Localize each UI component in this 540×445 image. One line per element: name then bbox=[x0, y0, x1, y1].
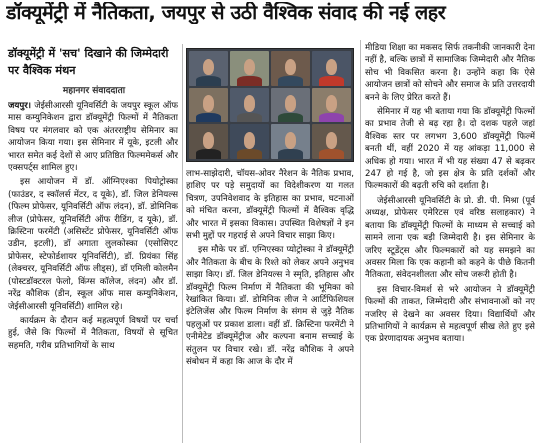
article-column-3 bbox=[365, 42, 535, 443]
participant-tile bbox=[271, 88, 310, 123]
participant-shoulders bbox=[278, 113, 303, 123]
article-column-2 bbox=[186, 168, 354, 443]
participant-face bbox=[326, 59, 338, 76]
paragraph: इस विचार-विमर्श से भरे आयोजन ने डॉक्यूमेंट्री फिल्मों की ताकत, जिम्मेदारी और संभावनाओं को नए नजरिए से देखने का अवसर दिया। विद्यार्थियों और प्रतिभागियों ने कार्यक्रम से महत्वपूर्ण सीख लेते हुए इसे एक प्रेरणादायक अनुभव बताया। bbox=[365, 284, 535, 345]
dateline: जयपुर। bbox=[8, 101, 32, 111]
participant-tile bbox=[230, 124, 269, 159]
participant-tile bbox=[312, 124, 351, 159]
participant-shoulders bbox=[278, 149, 303, 159]
paragraph: सेमिनार में यह भी बताया गया कि डॉक्यूमेंट्री फिल्मों का प्रभाव तेजी से बढ़ रहा है। दो दशक पहले जहां वैश्विक स्तर पर लगभग 3,600 डॉक्यूमेंट्री फिल्में बनती थीं, वहीं 2020 में यह आंकड़ा 11,000 से अधिक हो गया। भारत में भी यह संख्या 47 से बढ़कर 247 हो गई है, जो इस क्षेत्र के प्रति दर्शकों और फिल्मकारों की बढ़ती रुचि को दर्शाता है। bbox=[365, 107, 535, 192]
paragraph-text: जेईसीआरसी यूनिवर्सिटी के जयपुर स्कूल ऑफ मास कम्युनिकेशन द्वारा डॉक्यूमेंट्री फिल्मों में नैतिकता विषय पर मंगलवार को एक अंतरराष्ट्रीय सेमिनार का आयोजन किया गया। इस सेमिनार में यूके, इटली और भारत समेत कई देशों से आए प्रतिष्ठित फिल्ममेकर्स और एक्सपर्ट्स शामिल हुए। bbox=[8, 101, 178, 174]
headline: डॉक्यूमेंट्री में नैतिकता, जयपुर से उठी वैश्विक संवाद की नई लहर bbox=[6, 2, 446, 24]
paragraph: जेईसीआरसी यूनिवर्सिटी के प्रो. डी. पी. मिश्रा (पूर्व अध्यक्ष, प्रोफेसर एमेरिटस एवं वरिष्ठ सलाहकार) ने बताया कि डॉक्यूमेंट्री फिल्मों के माध्यम से सच्चाई को सामने लाना एक बड़ी जिम्मेदारी है। इस सेमिनार के जरिए स्टूडेंट्स और फिल्मकारों को यह समझने का अवसर मिला कि एक कहानी को कहने के पीछे कितनी नैतिकता, संवेदनशीलता और सोच जरूरी होती है। bbox=[365, 195, 535, 281]
participant-shoulders bbox=[237, 149, 262, 159]
participant-tile bbox=[189, 124, 228, 159]
participant-shoulders bbox=[196, 113, 221, 123]
participant-shoulders bbox=[196, 149, 221, 159]
participant-face bbox=[326, 95, 338, 112]
paragraph: कार्यक्रम के दौरान कई महत्वपूर्ण विषयों पर चर्चा हुई, जैसे कि फिल्मों में नैतिकता, विषयों से सूचित सहमति, गरीब प्रतिभागियों के साथ bbox=[8, 315, 178, 351]
participant-face bbox=[285, 59, 297, 76]
participant-face bbox=[203, 59, 215, 76]
byline: महानगर संवाददाता bbox=[62, 86, 126, 96]
participant-shoulders bbox=[196, 76, 221, 86]
participant-tile bbox=[312, 51, 351, 86]
participant-tile bbox=[312, 88, 351, 123]
participant-tile bbox=[230, 88, 269, 123]
video-conference-photo bbox=[186, 48, 354, 162]
participant-shoulders bbox=[237, 76, 262, 86]
paragraph: लाभ-साझेदारी, चॉयस-ओवर नैरेशन के नैतिक प्रभाव, हाशिए पर पड़े समुदायों का विदेशीकरण या गलत चित्रण, उपनिवेशवाद के इतिहास का प्रभाव, घटनाओं को मंचित करना, डॉक्यूमेंट्री फिल्मों में वैश्विक वृद्धि और भारत में इसका विकास। उपस्थित विशेषज्ञों ने इन सभी मुद्दों पर गहराई से अपने विचार साझा किए। bbox=[186, 169, 354, 242]
column-divider bbox=[182, 44, 183, 443]
participant-face bbox=[244, 59, 256, 76]
participant-tile bbox=[271, 124, 310, 159]
participant-tile bbox=[230, 51, 269, 86]
participant-tile bbox=[189, 88, 228, 123]
participant-shoulders bbox=[237, 113, 262, 123]
participant-face bbox=[203, 132, 215, 149]
participant-face bbox=[326, 132, 338, 149]
participant-face bbox=[244, 95, 256, 112]
column-divider bbox=[360, 40, 361, 443]
participant-shoulders bbox=[278, 76, 303, 86]
participant-face bbox=[285, 95, 297, 112]
participant-grid bbox=[189, 51, 351, 159]
deck-subheading: डॉक्यूमेंट्री में 'सच' दिखाने की जिम्मेदारी पर वैश्विक मंथन bbox=[8, 47, 169, 77]
paragraph bbox=[8, 100, 178, 174]
paragraph: मीडिया शिक्षा का मकसद सिर्फ तकनीकी जानकारी देना नहीं है, बल्कि छात्रों में सामाजिक जिम्मेदारी और नैतिक सोच भी विकसित करना है। उन्होंने कहा कि ऐसे आयोजन छात्रों को सोचने और समाज के प्रति उत्तरदायी बनने के लिए प्रेरित करते हैं। bbox=[365, 43, 535, 103]
participant-face bbox=[203, 95, 215, 112]
participant-face bbox=[285, 132, 297, 149]
participant-shoulders bbox=[319, 149, 344, 159]
paragraph: इस आयोजन में डॉ. ऑग्निएश्का पियोट्रोस्का (फाउंडर, द स्कॉलर्स मेंटर, द यूके), डॉ. जिल डेनियल्स (फिल्म प्रोफेसर, यूनिवर्सिटी ऑफ लंदन), डॉ. डोमिनिक लीज (प्रोफेसर, यूनिवर्सिटी ऑफ रीडिंग, द यूके), डॉ. क्रिस्टिना फरमेंटी (असिस्टेंट प्रोफेसर, यूनिवर्सिटी ऑफ उडीन, इटली), डॉ अगाता लुलकोस्का (एसोसिएट प्रोफेसर, स्टेफोर्डशायर यूनिवर्सिटी), डॉ. प्रियंका सिंह (लेक्चरर, यूनिवर्सिटी ऑफ लीड्स), डॉ एमिली कोलमैन (पोस्टडॉक्टरल फेलो, किंग्स कॉलेज, लंदन) और डॉ. नरेंद्र कौशिक (डीन, स्कूल ऑफ मास कम्युनिकेशन, जेईसीआरसी यूनिवर्सिटी) शामिल रहे। bbox=[8, 177, 178, 312]
participant-face bbox=[244, 132, 256, 149]
participant-shoulders bbox=[319, 113, 344, 123]
participant-tile bbox=[189, 51, 228, 86]
article-column-1 bbox=[8, 100, 178, 443]
participant-shoulders bbox=[319, 76, 344, 86]
participant-tile bbox=[271, 51, 310, 86]
paragraph: इस मौके पर डॉ. एग्निएस्का प्योट्रोस्का ने डॉक्यूमेंट्री और नैतिकता के बीच के रिश्ते को लेकर अपने अनुभव साझा किए। डॉ. जिल डेनियल्स ने स्मृति, इतिहास और डॉक्यूमेंट्री फिल्म निर्माण में नैतिकता की भूमिका को रेखांकित किया। डॉ. डोमिनिक लीज ने आर्टिफिशियल इंटेलिजेंस और फिल्म निर्माण के संगम से जुड़े नैतिक पहलुओं पर प्रकाश डाला। वहीं डॉ. क्रिस्टिना फरमेंटी ने एनीमेटेड डॉक्यूमेंट्रीज और कल्पना बनाम सच्चाई के संतुलन पर विचार रखे। डॉ. नरेंद्र कौशिक ने अपने संबोधन में कहा कि आज के दौर में bbox=[186, 245, 354, 368]
